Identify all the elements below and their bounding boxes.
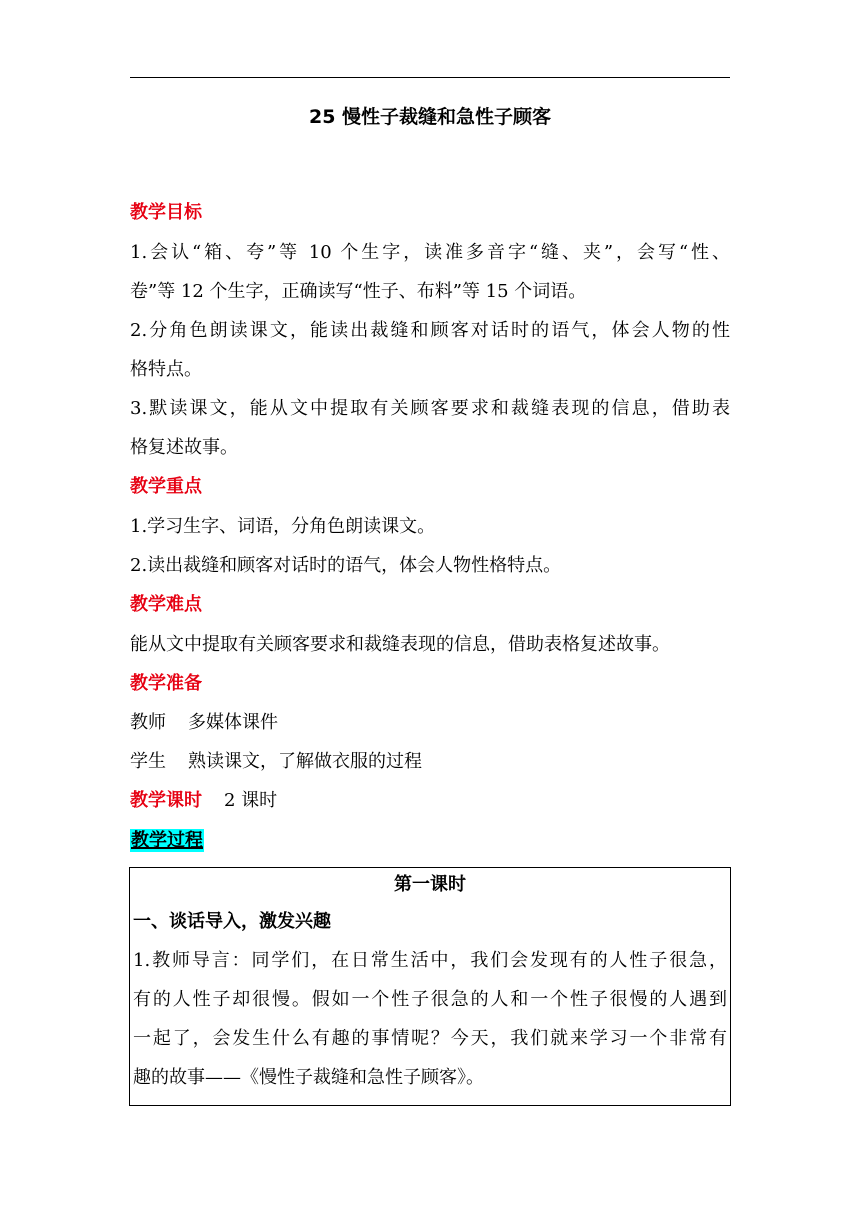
lesson-title: 第一课时	[394, 874, 466, 895]
periods-value: 2 课时	[224, 790, 278, 811]
paragraph-line-2: 有的人性子却很慢。假如一个性子很急的人和一个性子很慢的人遇到	[133, 989, 727, 1010]
lesson-box	[129, 867, 731, 1106]
key-point-2: 2.读出裁缝和顾客对话时的语气，体会人物性格特点。	[130, 555, 562, 576]
key-point-1: 1.学习生字、词语，分角色朗读课文。	[130, 516, 436, 537]
paragraph-line-3: 一起了，会发生什么有趣的事情呢？今天，我们就来学习一个非常有	[133, 1028, 727, 1049]
document-title: 25 慢性子裁缝和急性子顾客	[308, 106, 552, 128]
goal-3-line-1: 3.默读课文，能从文中提取有关顾客要求和裁缝表现的信息，借助表	[130, 398, 730, 419]
teacher-text: 多媒体课件	[188, 712, 278, 733]
periods-heading: 教学课时	[130, 790, 202, 811]
key-points-heading: 教学重点	[130, 476, 202, 497]
paragraph-line-4: 趣的故事——《慢性子裁缝和急性子顾客》。	[133, 1067, 484, 1088]
header-rule	[130, 77, 730, 78]
difficulties-text: 能从文中提取有关顾客要求和裁缝表现的信息，借助表格复述故事。	[130, 634, 670, 655]
paragraph-line-1: 1.教师导言：同学们，在日常生活中，我们会发现有的人性子很急，	[133, 950, 727, 971]
section-title: 一、谈话导入，激发兴趣	[133, 911, 331, 932]
process-heading: 教学过程	[131, 830, 203, 851]
preparation-student	[130, 749, 730, 775]
student-label: 学生	[130, 751, 166, 772]
teacher-label: 教师	[130, 712, 166, 733]
goal-1-line-2: 卷”等 12 个生字，正确读写“性子、布料”等 15 个词语。	[130, 281, 587, 302]
process-heading-line	[130, 828, 730, 854]
goal-2-line-1: 2.分角色朗读课文，能读出裁缝和顾客对话时的语气，体会人物的性	[130, 320, 730, 341]
goal-2-line-2: 格特点。	[130, 359, 202, 380]
goal-3-line-2: 格复述故事。	[130, 437, 238, 458]
difficulties-heading: 教学难点	[130, 594, 202, 615]
student-text: 熟读课文，了解做衣服的过程	[188, 751, 422, 772]
preparation-heading: 教学准备	[130, 673, 202, 694]
periods-line	[130, 788, 730, 814]
goal-1-line-1: 1.会认“箱、夸”等 10 个生字，读准多音字“缝、夹”，会写“性、	[130, 242, 730, 263]
preparation-teacher	[130, 710, 730, 736]
goals-heading: 教学目标	[130, 202, 202, 223]
